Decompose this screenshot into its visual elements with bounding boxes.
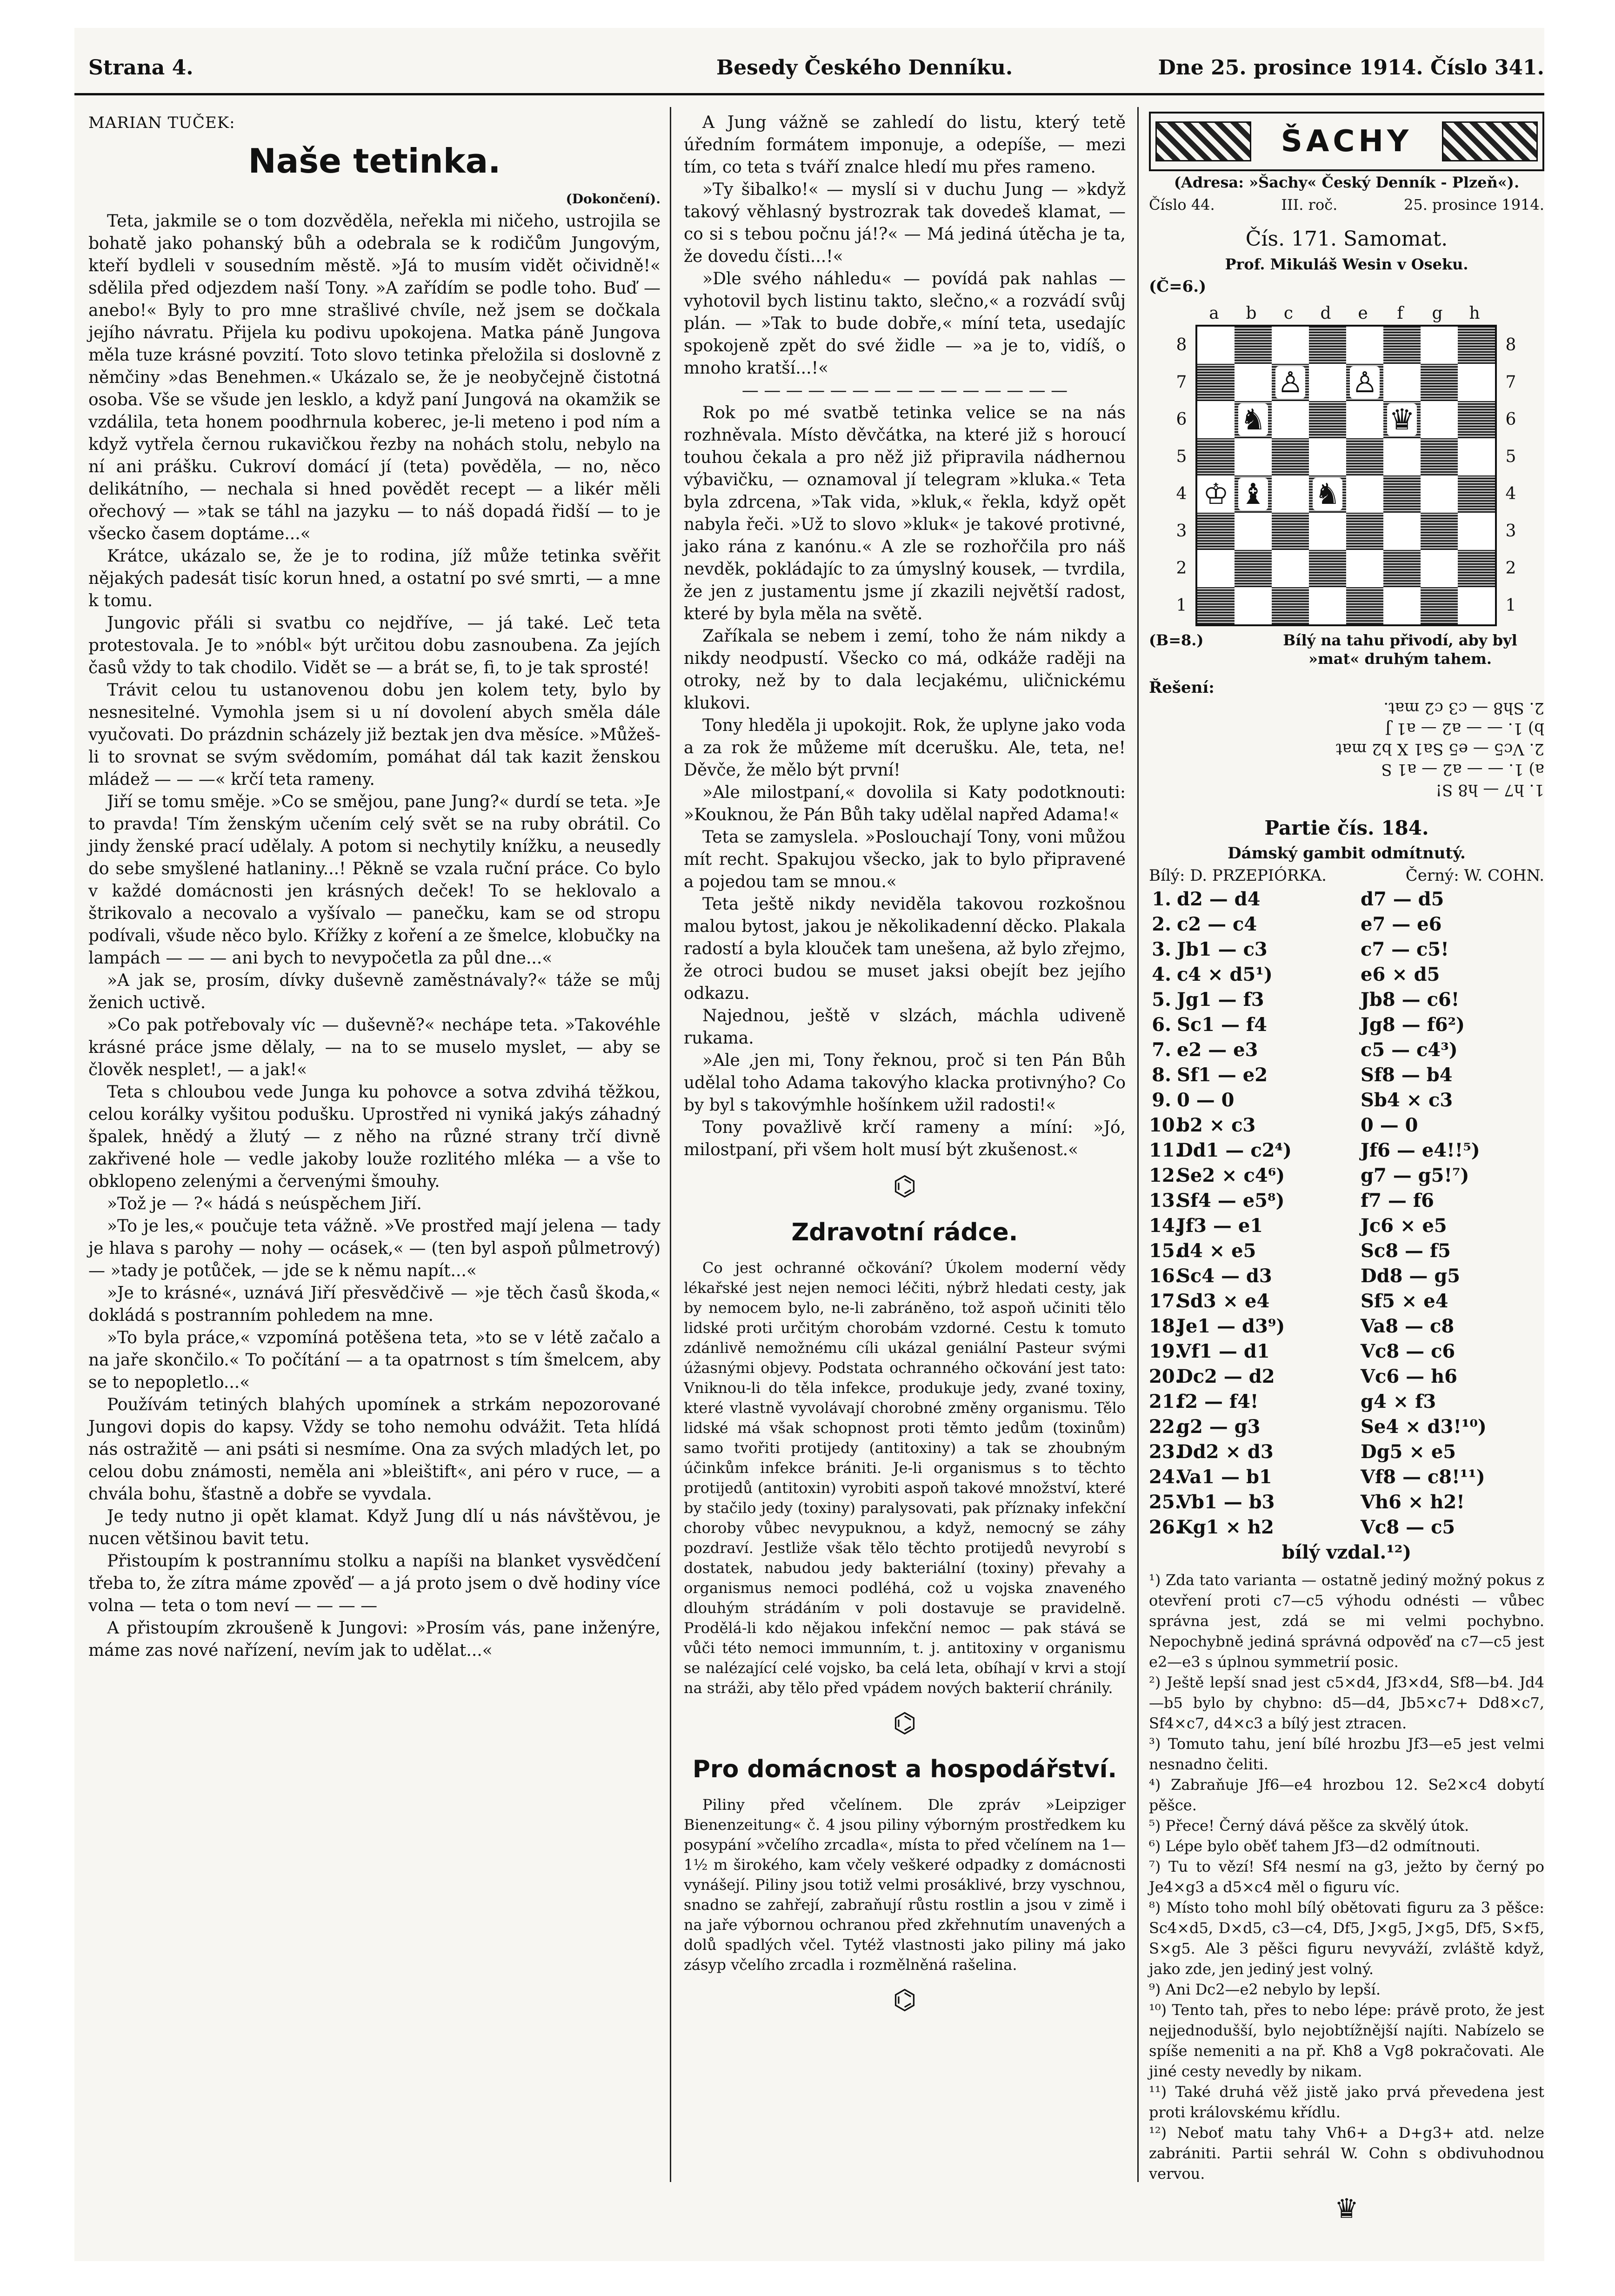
- game-note: ⁵) Přece! Černý dává pěšce za skvělý útok.: [1149, 1817, 1469, 1834]
- file-label: b: [1246, 304, 1257, 323]
- story-paragraph: Teta, jakmile se o tom dozvěděla, neřekla mi ničeho, ustrojila se bohatě jako pohanský bůh a odebrala se k rodičům Jungovým, kteří bydleli v sousedním městě. »Já to musím vidět očividně!« sdělila před odjezdem naší Tony. »A zařídím se podle toho. Buď — anebo!« Byly to pro mne strašlivé chvíle, než jsem se dočkala jejího návratu. Přijela ku podivu upokojena. Matka páně Jungova měla tuze krásné povzití. Toto slovo tetinka přeložila si doslovně z němčiny »das Benehmen.« Ukázalo se, že je neobyčejně čistotná osoba. Vše se všude jen lesklo, a když paní Jungová na okamžik se vzdálila, teta honem poodhrnula koberec, je-li meteno i pod ním a když vytřela černou rukavičkou řezby na nohách stolu, nebylo na ní ani prášku. Cukroví domácí jí (teta) pověděla, — no, něco delikátního, — nechala si hned povědět recept — a likér měli ořechový — »tak se táhl na jazyku — to náš dopadá řidší — to je všecko časem doptáme...«: [88, 212, 661, 543]
- move-number: 24.: [1149, 1466, 1181, 1488]
- story-paragraph: Jiří se tomu směje. »Co se smějou, pane Jung?« durdí se teta. »Je to pravda! Tím ženským učením celý svět se na ruby obrátil. Co jindy ženské prací udělaly. A potom si nechytily knížku, a neusedly do sebe smyšlené hatlaniny...! Pěkně se vzala ruční práce. Co bylo v každé domácnosti jen krásných deček! To se heklovalo a štrikovalo a necovalo a vyšívalo — panečku, kam se od stropu podívali, všude něco bylo. Křížky z koření a ze šmelce, klobučky na lampách — — — ani bych to nevypočetla za půl dne...«: [88, 792, 661, 968]
- move-black: Jb8 — c6!: [1361, 989, 1460, 1011]
- board-square-a2: [1197, 550, 1235, 587]
- board-square-c2: [1272, 550, 1309, 587]
- chess-piece-icon: ♙: [1350, 366, 1380, 399]
- board-square-f5: [1383, 438, 1421, 475]
- game-note: ¹¹) Také druhá věž jistě jako prvá převedena jest proti královskému křídlu.: [1149, 2083, 1544, 2121]
- solution-line: 1. h7 — h8 S!: [1435, 781, 1544, 799]
- board-square-b7: [1235, 364, 1272, 401]
- story-paragraph: A Jung vážně se zahledí do listu, který tetě úředním formátem imponuje, a odepíše, — mezi tím, co teta s tváří znalce hledí mu přes rameno.: [684, 113, 1126, 177]
- move-white: Va1 — b1: [1177, 1466, 1272, 1488]
- newspaper-name: Besedy Českého Denníku.: [716, 56, 1013, 80]
- board-square-a6: [1197, 401, 1235, 438]
- move-number: 16.: [1149, 1265, 1181, 1287]
- move-white: Sc1 — f4: [1177, 1014, 1267, 1036]
- move-black: c5 — c4³): [1361, 1039, 1458, 1061]
- chess-banner: [1149, 112, 1544, 171]
- story-paragraph: »To je les,« poučuje teta vážně. »Ve prostřed mají jelena — tady je hlava s parohy — nohy — ocásek,« — (ten byl aspoň půlmetrový) — »tady je potůček, — jde se k němu napít...«: [88, 1217, 661, 1280]
- move-number: 9.: [1152, 1089, 1171, 1111]
- household-title: Pro domácnost a hospodářství.: [692, 1755, 1117, 1783]
- chess-piece-icon: ♝: [1238, 478, 1268, 510]
- rank-label: 4: [1176, 484, 1187, 503]
- rank-label: 8: [1505, 335, 1516, 355]
- move-number: 19.: [1149, 1340, 1181, 1362]
- game-note: ⁶) Lépe bylo oběť tahem Jf3—d2 odmítnouti.: [1149, 1837, 1481, 1855]
- story-paragraph: Teta se zamyslela. »Poslouchají Tony, voni můžou mít recht. Spakujou všecko, jak to bylo připravené a pojedou tam se mnou.«: [684, 828, 1126, 891]
- move-black: Sc8 — f5: [1361, 1240, 1451, 1262]
- move-number: 6.: [1152, 1014, 1171, 1036]
- move-black: e7 — e6: [1361, 913, 1442, 935]
- board-square-d8: [1309, 327, 1346, 364]
- file-labels: [1195, 302, 1521, 325]
- story-paragraph: Teta s chloubou vede Junga ku pohovce a sotva zdvihá těžkou, celou korálky vyšitou podušku. Uprostřed ni vyniká jakýs záhadný špalek, hnědý a žlutý — z něho na různé strany trčí divně zakřivené hole — vedle jakoby louže rozlitého mléka — a vše to obklopeno zelenými a červenými šmouhy.: [88, 1083, 661, 1191]
- board-square-h1: [1458, 587, 1495, 624]
- move-number: 18.: [1149, 1315, 1181, 1337]
- move-white: e2 — e3: [1177, 1039, 1258, 1061]
- game-title: Partie čís. 184.: [1264, 817, 1429, 839]
- move-number: 2.: [1152, 913, 1171, 935]
- rank-label: 7: [1176, 373, 1187, 392]
- board-square-e5: [1346, 438, 1383, 475]
- chess-piece-icon: ♛: [1387, 403, 1417, 436]
- white-player: Bílý: D. PRZEPIÓRKA.: [1149, 866, 1327, 885]
- board-square-b3: [1235, 513, 1272, 550]
- chess-issue-date: 25. prosince 1914.: [1403, 196, 1544, 214]
- ornament-icon: ⌬: [893, 1170, 917, 1202]
- chess-address: (Adresa: »Šachy« Český Denník - Plzeň«).: [1174, 174, 1520, 191]
- rank-label: 5: [1176, 447, 1187, 466]
- story-paragraph: »Tož je — ?« hádá s neúspěchem Jiří.: [107, 1194, 422, 1213]
- move-white: Sc4 — d3: [1177, 1265, 1272, 1287]
- chessboard-decoration-icon: [1155, 121, 1251, 161]
- rank-label: 2: [1505, 559, 1516, 578]
- chess-volume: III. roč.: [1281, 196, 1338, 214]
- board-square-e4: [1346, 475, 1383, 513]
- move-white: 0 — 0: [1177, 1089, 1235, 1111]
- move-white: c2 — c4: [1177, 913, 1257, 935]
- move-list: [1149, 887, 1544, 1540]
- story-paragraph: Přistoupím k postrannímu stolku a napíši na blanket vysvědčení třeba to, že zítra máme zpověď — a já proto jsem o dvě hodiny více volna — teta o tom neví — — — —: [88, 1552, 661, 1615]
- rank-label: 6: [1176, 410, 1187, 429]
- story-paragraph: Teta ještě nikdy neviděla takovou rozkošnou malou bytost, jakou je několikadenní děcko. Plakala radostí a byla klouček tam unešena, až bylo zřejmo, že otroci budou se muset jaksi obejít bez jejího odkazu.: [684, 895, 1126, 1003]
- move-black: Vc8 — c6: [1361, 1340, 1455, 1362]
- health-title: Zdravotní rádce.: [791, 1218, 1018, 1246]
- board-square-g2: [1421, 550, 1458, 587]
- move-black: Sf8 — b4: [1361, 1064, 1453, 1086]
- board-square-g1: [1421, 587, 1458, 624]
- move-black: Sb4 × c3: [1361, 1089, 1453, 1111]
- story-paragraph: »A jak se, prosím, dívky duševně zaměstnávaly?« táže se můj ženich uctivě.: [88, 971, 661, 1012]
- chess-issue-line: [1149, 194, 1544, 216]
- board-square-b8: [1235, 327, 1272, 364]
- board-square-g7: [1421, 364, 1458, 401]
- chess-piece-icon: ♙: [1275, 366, 1305, 399]
- game-note: ⁷) Tu to vězí! Sf4 nesmí na g3, ježto by černý po Je4×g3 a d5×c4 měl o figuru víc.: [1149, 1858, 1544, 1896]
- story-paragraph: Zaříkala se nebem i zemí, toho že nám nikdy a nikdy neodpustí. Všecko co má, odkáže raději na otroky, než by to dala lecjakému, uličnickému klukovi.: [684, 627, 1126, 713]
- move-number: 3.: [1152, 938, 1171, 960]
- move-white: Jf3 — e1: [1177, 1215, 1263, 1237]
- move-black: Jc6 × e5: [1361, 1215, 1447, 1237]
- move-number: 10.: [1149, 1114, 1181, 1136]
- board-square-g8: [1421, 327, 1458, 364]
- move-white: Dc2 — d2: [1177, 1366, 1275, 1387]
- game-note: ¹⁰) Tento tah, přes to nebo lépe: právě proto, že jest nejjednodušší, bylo nejobtížnější najíti. Nabízelo se spíše nemeniti a na př. Kh8 a Vg8 pokračovati. Ale jiné cesty nevedly by nikam.: [1149, 2001, 1544, 2080]
- rank-label: 1: [1176, 596, 1187, 615]
- board-square-e6: [1346, 401, 1383, 438]
- story-paragraph: Tony hleděla ji upokojit. Rok, že uplyne jako voda a za rok že můžeme mít dcerušku. Ale, teta, ne! Děvče, že mělo být první!: [684, 716, 1126, 780]
- board-square-d2: [1309, 550, 1346, 587]
- board-square-d6: [1309, 401, 1346, 438]
- move-black: g7 — g5!⁷): [1361, 1165, 1469, 1186]
- move-white: Sf1 — e2: [1177, 1064, 1268, 1086]
- household-paragraph: Piliny před včelínem. Dle zpráv »Leipziger Bienenzeitung« č. 4 jsou piliny výborným prostředkem ku posypání »včelího zrcadla«, místa to před včelínem na 1—1½ m širokého, kam včely veškeré odpadky z domácnosti vynášejí. Piliny jsou totiž velmi prosáklivé, brzy vyschnou, snadno se zahřejí, zabraňují růstu rostlin a jsou v zimě i na jaře výbornou ochranou před zkřehnutím unavených a dolů spadlých včel. Tytéž vlastnosti jako piliny má jako zásyp včelího zrcadla i rozmělněná rašelina.: [684, 1796, 1126, 1974]
- chess-diagram: [1168, 302, 1521, 626]
- story-paragraph: Krátce, ukázalo se, že je to rodina, jíž může tetinka svěřit nějakých padesát tisíc korun hned, a ostatní po své smrti, — a mne k tomu.: [88, 547, 661, 610]
- players-row: [1149, 864, 1544, 887]
- black-player: Černý: W. COHN.: [1405, 866, 1544, 885]
- rank-label: 4: [1505, 484, 1516, 503]
- move-number: 26.: [1149, 1516, 1181, 1538]
- move-black: f7 — f6: [1361, 1190, 1434, 1212]
- problem-author: Prof. Mikuláš Wesin v Oseku.: [1225, 255, 1468, 273]
- move-black: Dg5 × e5: [1361, 1441, 1456, 1463]
- board-square-e2: [1346, 550, 1383, 587]
- column-divider: [1137, 107, 1139, 2182]
- board-square-h8: [1458, 327, 1495, 364]
- move-black: Vc6 — h6: [1361, 1366, 1457, 1387]
- board-square-b6: [1235, 401, 1272, 438]
- board-square-f7: [1383, 364, 1421, 401]
- move-black: Se4 × d3!¹⁰): [1361, 1416, 1487, 1438]
- file-label: e: [1358, 304, 1368, 323]
- ornament-icon: ⌬: [893, 1707, 917, 1739]
- story-column: [88, 112, 661, 1662]
- move-black: Vh6 × h2!: [1361, 1491, 1465, 1513]
- move-white: Vb1 — b3: [1177, 1491, 1275, 1513]
- game-note: ³) Tomuto tahu, jení bílé hrozbu Jf3—e5 jest velmi nesnadno čeliti.: [1149, 1735, 1544, 1773]
- rank-labels-right: [1497, 327, 1525, 624]
- board-square-c5: [1272, 438, 1309, 475]
- move-number: 7.: [1152, 1039, 1171, 1061]
- move-black: Vf8 — c8!¹¹): [1361, 1466, 1485, 1488]
- move-number: 20.: [1149, 1366, 1181, 1387]
- move-black: Va8 — c8: [1361, 1315, 1455, 1337]
- board-square-b5: [1235, 438, 1272, 475]
- move-number: 5.: [1152, 989, 1171, 1011]
- story-author: MARIAN TUČEK:: [88, 114, 235, 132]
- issue-date: Dne 25. prosince 1914. Číslo 341.: [1158, 56, 1544, 80]
- move-number: 22.: [1149, 1416, 1181, 1438]
- diagram-caption-row: [1149, 631, 1544, 668]
- chess-piece-icon: ♔: [1203, 477, 1229, 511]
- board-square-d5: [1309, 438, 1346, 475]
- file-label: f: [1397, 304, 1403, 323]
- solution-line: 2. Vc5 — e5 Sa1 X b2 mat: [1335, 740, 1544, 758]
- rank-label: 1: [1505, 596, 1516, 615]
- move-black: e6 × d5: [1361, 964, 1440, 985]
- chess-piece-icon: ♞: [1238, 403, 1268, 436]
- move-black: g4 × f3: [1361, 1391, 1436, 1412]
- board-square-f4: [1383, 475, 1421, 513]
- board-square-a1: [1197, 587, 1235, 624]
- move-white: b2 × c3: [1177, 1114, 1256, 1136]
- game-opening: Dámský gambit odmítnutý.: [1228, 844, 1466, 863]
- move-number: 25.: [1149, 1491, 1181, 1513]
- move-white: Jg1 — f3: [1177, 989, 1264, 1011]
- move-number: 17.: [1149, 1290, 1181, 1312]
- board-square-f3: [1383, 513, 1421, 550]
- white-piece-count: (B=8.): [1149, 631, 1204, 649]
- board-square-a3: [1197, 513, 1235, 550]
- column-divider: [670, 107, 671, 2182]
- move-number: 4.: [1152, 964, 1171, 985]
- move-white: Je1 — d3⁹): [1177, 1315, 1285, 1337]
- board-square-c1: [1272, 587, 1309, 624]
- board-square-h2: [1458, 550, 1495, 587]
- move-black: Jg8 — f6²): [1361, 1014, 1465, 1036]
- health-paragraph: Co jest ochranné očkování? Úkolem moderní vědy lékařské jest nejen nemoci léčiti, nýbrž hledati cesty, jak by nemocem bylo, ne-li zabráněno, tož aspoň učiniti tělo lidské proti určitým chorobám vzdorné. Cestu k tomuto zdánlivě nemožnému cíli ukázal geniální Pasteur svými úžasnými objevy. Podstata ochranného očkování jest tato: Vniknou-li do těla infekce, produkuje jedy, zvané toxiny, které vlastně vyvolávají chorobné změny organismu. Tělo lidské má však schopnost proti těmto jedům (toxinům) samo tvořiti protijedy (antitoxiny) a tak se zhoubným účinkům infekce brániti. Je-li organismus s to těchto protijedů (antitoxin) vyrobiti aspoň takové množství, které by stačilo jedy (toxiny) paralysovati, pak příznaky infekční choroby vůbec nevypuknou, a když, nemocný se záhy pozdraví. Jestliže však tělo těchto protijedů nevyrobí s dostatek, nabudou jedy bakteriální (toxiny) převahy a organismus nemoci podléhá, což u vojska znaveného dlouhým strádáním v poli dostavuje se pravidelně. Prodělá-li kdo nějakou infekční nemoc — pak stává se vůči této nemoci immunním, t. j. antitoxiny v organismu se nalézající celé vojsko, ba celá leta, obíhají v krvi a stojí na stráži, aby tělo před vpádem nových bakterií chránily.: [684, 1259, 1126, 1697]
- problem-solution: [1149, 677, 1544, 800]
- chess-issue-number: Číslo 44.: [1149, 196, 1215, 214]
- header-rule: [74, 93, 1544, 95]
- chess-heading: ŠACHY: [1281, 124, 1413, 159]
- chess-piece-icon: ♞: [1313, 478, 1342, 510]
- board-square-e8: [1346, 327, 1383, 364]
- game-note: ¹²) Neboť matu tahy Vh6+ a D+g3+ atd. nelze zabrániti. Partii sehrál W. Cohn s obdivuhodnou vervou.: [1149, 2124, 1544, 2182]
- move-white: d2 — d4: [1177, 888, 1261, 910]
- board-square-a8: [1197, 327, 1235, 364]
- move-white: Sd3 × e4: [1177, 1290, 1270, 1312]
- move-number: 21.: [1149, 1391, 1181, 1412]
- board-square-c8: [1272, 327, 1309, 364]
- game-note: ⁹) Ani Dc2—e2 nebylo by lepší.: [1149, 1981, 1381, 1998]
- file-label: a: [1209, 304, 1219, 323]
- board-square-h3: [1458, 513, 1495, 550]
- board-square-h4: [1458, 475, 1495, 513]
- move-number: 8.: [1152, 1064, 1171, 1086]
- game-result: bílý vzdal.¹²): [1281, 1541, 1412, 1563]
- rank-label: 3: [1176, 522, 1187, 541]
- board-square-a7: [1197, 364, 1235, 401]
- story-paragraph: »Ale ,jen mi, Tony řeknou, proč si ten Pán Bůh udělal toho Adama takovýho klacka protivnýho? Co by byl s takovýmhle hošínkem užil radosti!«: [684, 1051, 1126, 1115]
- board-square-h5: [1458, 438, 1495, 475]
- crown-icon: ♛: [1335, 2193, 1359, 2224]
- board-square-g5: [1421, 438, 1458, 475]
- board-square-d3: [1309, 513, 1346, 550]
- board-square-g4: [1421, 475, 1458, 513]
- move-number: 14.: [1149, 1215, 1181, 1237]
- rank-label: 6: [1505, 410, 1516, 429]
- move-white: Sf4 — e5⁸): [1177, 1190, 1285, 1212]
- board-square-f2: [1383, 550, 1421, 587]
- board-square-h7: [1458, 364, 1495, 401]
- game-note: ²) Ještě lepší snad jest c5×d4, Jf3×d4, Sf8—b4. Jd4—b5 bylo by chybno: d5—d4, Jb5×c7+ Dd8×c7, Sf4×c7, d4×c3 a bílý jest ztracen.: [1149, 1673, 1544, 1732]
- story-note: (Dokončení).: [566, 191, 661, 207]
- rank-label: 5: [1505, 447, 1516, 466]
- story-paragraph: Tony považlivě krčí rameny a míní: »Jó, milostpaní, při všem holt musí být zkušenost.«: [684, 1118, 1126, 1159]
- story-paragraph: »To byla práce,« vzpomíná potěšena teta, »to se v létě začalo a na jaře skončilo.« To počítání — a ta opatrnost s tím šmelcem, aby se to nepopletlo...«: [88, 1328, 661, 1392]
- problem-title: Čís. 171. Samomat.: [1245, 227, 1448, 251]
- board-square-c7: [1272, 364, 1309, 401]
- page-header: [74, 56, 1544, 93]
- rank-label: 7: [1505, 373, 1516, 392]
- board-square-g6: [1421, 401, 1458, 438]
- move-white: Kg1 × h2: [1177, 1516, 1274, 1538]
- story-paragraph: Trávit celou tu ustanovenou dobu jen kolem tety, bylo by nesnesitelné. Vymohla jsem si u ní dovolení abych směla dále vyučovati. Do prázdnin scházely již beztak jen dva měsíce. »Můžeš-li to srovnat se svým svědomím, pomáhat dál tak kazit ženskou mládež — — —« krčí teta rameny.: [88, 681, 661, 789]
- board-square-d1: [1309, 587, 1346, 624]
- story-paragraph: Najednou, ještě v slzách, máchla udiveně rukama.: [684, 1006, 1126, 1048]
- file-label: d: [1320, 304, 1331, 323]
- move-white: Dd1 — c2⁴): [1177, 1139, 1292, 1161]
- rank-label: 2: [1176, 559, 1187, 578]
- rank-label: 3: [1505, 522, 1516, 541]
- board-square-h6: [1458, 401, 1495, 438]
- board-square-g3: [1421, 513, 1458, 550]
- move-white: g2 — g3: [1177, 1416, 1261, 1438]
- board-square-d7: [1309, 364, 1346, 401]
- story-paragraph: »Dle svého náhledu« — povídá pak nahlas — vyhotovil bych listinu takto, slečno,« a rozvádí svůj plán. — »Tak to bude dobře,« míní teta, usedajíc spokojeně zpět do své židle — »a je to, vidíš, o mnoho kratší...!«: [684, 269, 1126, 378]
- move-black: Sf5 × e4: [1361, 1290, 1448, 1312]
- story-title: Naše tetinka.: [248, 141, 501, 181]
- game-notes: [1149, 1570, 1544, 2184]
- story-paragraph: Je tedy nutno ji opět klamat. Když Jung dlí u nás návštěvou, je nucen většinou bavit tetu.: [88, 1507, 661, 1548]
- game-note: ¹) Zda tato varianta — ostatně jediný možný pokus z otevření proti c7—c5 výhodu odnésti — vůbec správna jest, zdá se mi velmi pochybno. Nepochybně jediná správná odpověď na c7—c5 jest e2—e3 s úplnou symmetrií posic.: [1149, 1571, 1544, 1671]
- story-paragraph: »Co pak potřebovaly víc — duševně?« nechápe teta. »Takovéhle krásné práce jsme dělaly, — na to se muselo myslet, — aby se člověk nesplet!, — a jak!«: [88, 1016, 661, 1079]
- move-white: d4 × e5: [1177, 1240, 1256, 1262]
- move-number: 13.: [1149, 1190, 1181, 1212]
- move-white: c4 × d5¹): [1177, 964, 1273, 985]
- move-black: Jf6 — e4!!⁵): [1361, 1139, 1480, 1161]
- rank-labels: [1168, 327, 1195, 624]
- move-black: Vc8 — c5: [1361, 1516, 1455, 1538]
- board-square-f8: [1383, 327, 1421, 364]
- move-white: Dd2 × d3: [1177, 1441, 1274, 1463]
- page-number: Strana 4.: [88, 56, 194, 80]
- board-square-b4: [1235, 475, 1272, 513]
- board-square-e1: [1346, 587, 1383, 624]
- chessboard-decoration-icon: [1442, 121, 1538, 161]
- story-paragraph: Rok po mé svatbě tetinka velice se na nás rozhněvala. Místo děvčátka, na které již s horoucí touhou čekala a pro něž již připravila nádhernou výbavičku, — oznamoval jí telegram »kluka.« Teta byla zdrcena, »Tak vida, »kluk,« řekla, když opět nabyla řeči. »Už to slovo »kluk« je takové protivné, jako rána z kanónu.« A zle se rozhořčila pro náš nevděk, pokládajíc to za úmyslný kousek, — tvrdila, že jen z justamentu jsme jí zkazili největší radost, které by byla měla na světě.: [684, 403, 1126, 623]
- board-square-b2: [1235, 550, 1272, 587]
- black-piece-count: (Č=6.): [1149, 277, 1207, 296]
- solution-line: a) 1. — — a2 — a1 S: [1381, 760, 1544, 779]
- move-white: f2 — f4!: [1177, 1391, 1259, 1412]
- solution-line: 2. Sh8 — c3 c2 mat.: [1383, 699, 1544, 717]
- board-square-f1: [1383, 587, 1421, 624]
- board-square-a4: [1197, 475, 1235, 513]
- board-square-c3: [1272, 513, 1309, 550]
- move-white: Vf1 — d1: [1177, 1340, 1270, 1362]
- story-paragraph: A přistoupím zkroušeně k Jungovi: »Prosím vás, pane inženýre, máme zas nové nařízení, nevím jak to udělat...«: [88, 1619, 661, 1660]
- board-square-e7: [1346, 364, 1383, 401]
- story-paragraph: »Ale milostpaní,« dovolila si Katy podotknouti: »Kouknou, že Pán Bůh taky udělal napřed Adama!«: [684, 783, 1126, 824]
- ornament-icon: ⌬: [893, 1984, 917, 2015]
- chessboard: [1195, 325, 1497, 626]
- move-black: c7 — c5!: [1361, 938, 1449, 960]
- newspaper-page: [74, 28, 1544, 2261]
- middle-column: [684, 112, 1126, 2024]
- story-paragraph: Jungovic přáli si svatbu co nejdříve, — já také. Leč teta protestovala. Je to »nóbl« být určitou dobu zasnoubena. Za jejích časů vždy to tak chodilo. Vidět se — a brát se, fi, to je tak sprosté!: [88, 614, 661, 677]
- game-note: ⁸) Místo toho mohl bílý obětovati figuru za 3 pěšce: Sc4×d5, D×d5, c3—c4, Df5, J×g5, J×g5, Df5, S×f5, S×g5. Ale 3 pěšci figuru nevyváží, zvláště když, jako zde, jen jediný jest volný.: [1149, 1899, 1544, 1978]
- move-number: 11.: [1149, 1139, 1181, 1161]
- board-square-f6: [1383, 401, 1421, 438]
- move-number: 23.: [1149, 1441, 1181, 1463]
- move-black: 0 — 0: [1361, 1114, 1418, 1136]
- board-square-e3: [1346, 513, 1383, 550]
- move-white: Jb1 — c3: [1177, 938, 1268, 960]
- board-square-a5: [1197, 438, 1235, 475]
- move-number: 15.: [1149, 1240, 1181, 1262]
- game-note: ⁴) Zabraňuje Jf6—e4 hrozbou 12. Se2×c4 dobytí pěšce.: [1149, 1776, 1544, 1814]
- file-label: g: [1432, 304, 1443, 323]
- solution-line: b) 1. — — a2 — a1 J: [1385, 719, 1544, 738]
- file-label: h: [1469, 304, 1480, 323]
- move-number: 1.: [1152, 888, 1171, 910]
- chess-column: [1149, 112, 1544, 2233]
- move-number: 12.: [1149, 1165, 1181, 1186]
- board-square-c6: [1272, 401, 1309, 438]
- board-square-b1: [1235, 587, 1272, 624]
- story-paragraph: Používám tetiných blahých upomínek a strkám nepozorované Jungovi dopis do kapsy. Vždy se toho nemohu odvážit. Teta hlídá nás ostražitě — ani psáti si nesmíme. Ona za svých mladých let, po celou dobu známosti, neměla ani »bleištift«, ani péro v ruce, — a chvála bohu, šťastně a dobře se vyvdala.: [88, 1395, 661, 1504]
- move-black: Dd8 — g5: [1361, 1265, 1461, 1287]
- diagram-caption: Bílý na tahu přivodí, aby byl »mat« druhým tahem.: [1283, 631, 1517, 668]
- solution-label: Řešení:: [1149, 678, 1215, 697]
- story-paragraph: »Ty šibalko!« — myslí si v duchu Jung — »když takový věhlasný bystrozrak tak dovedeš klamat, — co si s tebou počnu já!?« — Má jediná útěcha je ta, že dovedu čísti...!«: [684, 180, 1126, 266]
- section-divider: — — — — — — — — — — — — — — —: [741, 381, 1068, 400]
- board-square-d4: [1309, 475, 1346, 513]
- file-label: c: [1283, 304, 1294, 323]
- move-black: d7 — d5: [1361, 888, 1444, 910]
- move-white: Se2 × c4⁶): [1177, 1165, 1285, 1186]
- story-paragraph: »Je to krásné«, uznává Jiří přesvědčivě — »je těch časů škoda,« dokládá s postranním pohledem na mne.: [88, 1284, 661, 1325]
- rank-label: 8: [1176, 335, 1187, 355]
- board-square-c4: [1272, 475, 1309, 513]
